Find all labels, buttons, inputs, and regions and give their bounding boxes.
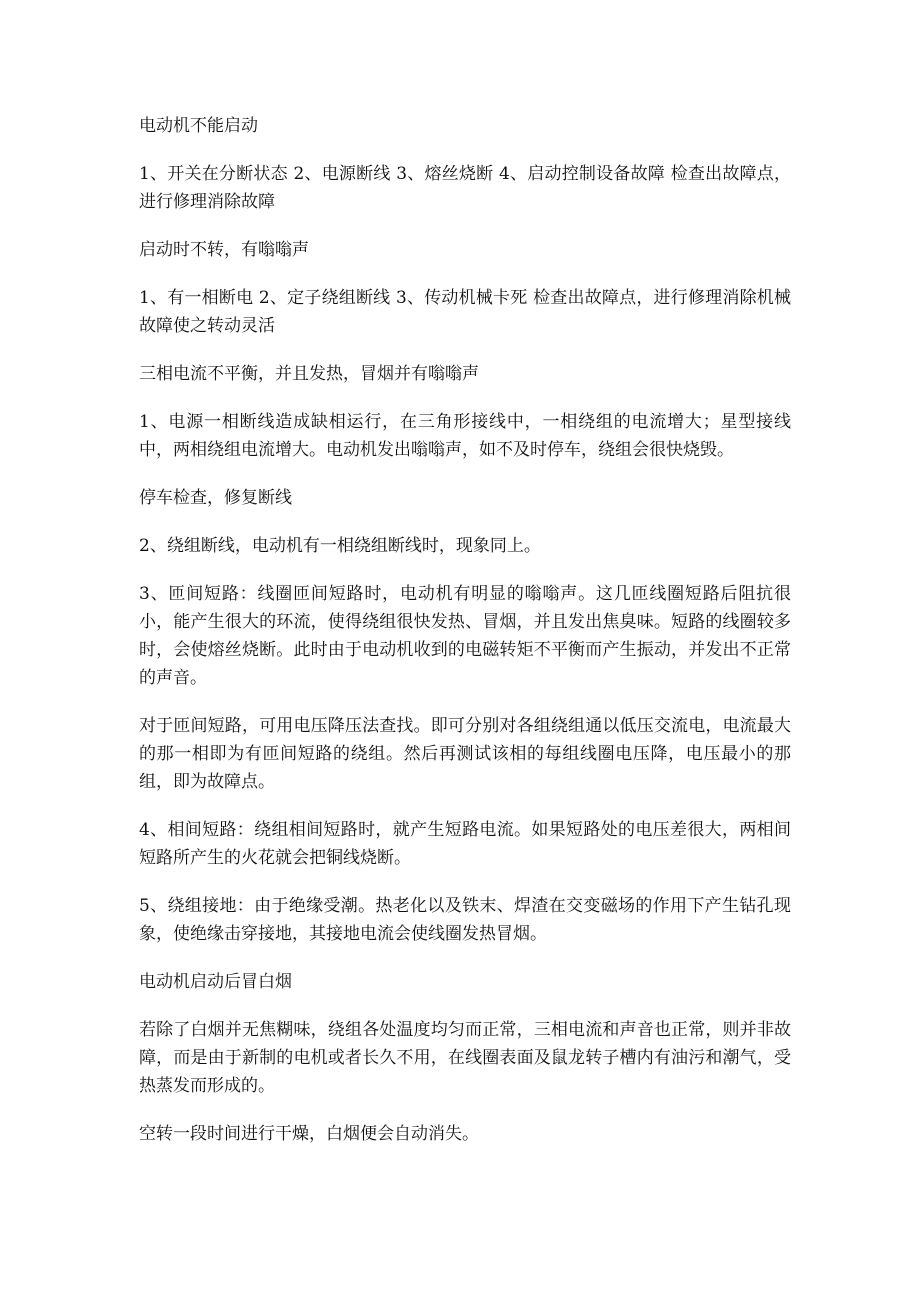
document-body: [139, 112, 791, 1168]
paragraph-winding-ground: 5、绕组接地：由于绝缘受潮。热老化以及铁末、焊渣在交变磁场的作用下产生钻孔现象，使绝缘击穿接地，其接地电流会使线圈发热冒烟。: [139, 896, 791, 944]
paragraph-dry-run: 空转一段时间进行干燥，白烟便会自动消失。: [139, 1124, 479, 1144]
paragraph-winding-break: 2、绕组断线，电动机有一相绕组断线时，现象同上。: [139, 536, 541, 556]
paragraph-stop-and-repair: 停车检查，修复断线: [139, 488, 292, 508]
paragraph-white-smoke-explanation: 若除了白烟并无焦糊味，绕组各处温度均匀而正常，三相电流和声音也正常，则并非故障，而是由于新制的电机或者长久不用，在线圈表面及鼠龙转子槽内有油污和潮气，受热蒸发而形成的。: [139, 1020, 791, 1096]
heading-white-smoke: 电动机启动后冒白烟: [139, 972, 292, 992]
paragraph-phase-loss: 1、电源一相断线造成缺相运行，在三角形接线中，一相绕组的电流增大；星型接线中，两相绕组电流增大。电动机发出嗡嗡声，如不及时停车，绕组会很快烧毁。: [139, 412, 791, 460]
paragraph-turn-short: 3、匝间短路：线圈匝间短路时，电动机有明显的嗡嗡声。这几匝线圈短路后阻抗很小，能产生很大的环流，使得绕组很快发热、冒烟，并且发出焦臭味。短路的线圈较多时，会使熔丝烧断。此时由于电动机收到的电磁转矩不平衡而产生振动，并发出不正常的声音。: [139, 584, 791, 688]
paragraph-phase-short: 4、相间短路：绕组相间短路时，就产生短路电流。如果短路处的电压差很大，两相间短路所产生的火花就会把铜线烧断。: [139, 820, 791, 868]
heading-unbalanced-current: 三相电流不平衡，并且发热，冒烟并有嗡嗡声: [139, 364, 479, 384]
paragraph-no-rotation-causes: 1、有一相断电 2、定子绕组断线 3、传动机械卡死 检查出故障点，进行修理消除机械故障使之转动灵活: [139, 288, 791, 336]
paragraph-voltage-drop-method: 对于匝间短路，可用电压降压法查找。即可分别对各组绕组通以低压交流电，电流最大的那一相即为有匝间短路的绕组。然后再测试该相的每组线圈电压降，电压最小的那组，即为故障点。: [139, 716, 791, 792]
paragraph-cannot-start-causes: 1、开关在分断状态 2、电源断线 3、熔丝烧断 4、启动控制设备故障 检查出故障点，进行修理消除故障: [139, 164, 791, 212]
heading-no-rotation-humming: 启动时不转，有嗡嗡声: [139, 240, 309, 260]
heading-motor-cannot-start: 电动机不能启动: [139, 116, 258, 136]
